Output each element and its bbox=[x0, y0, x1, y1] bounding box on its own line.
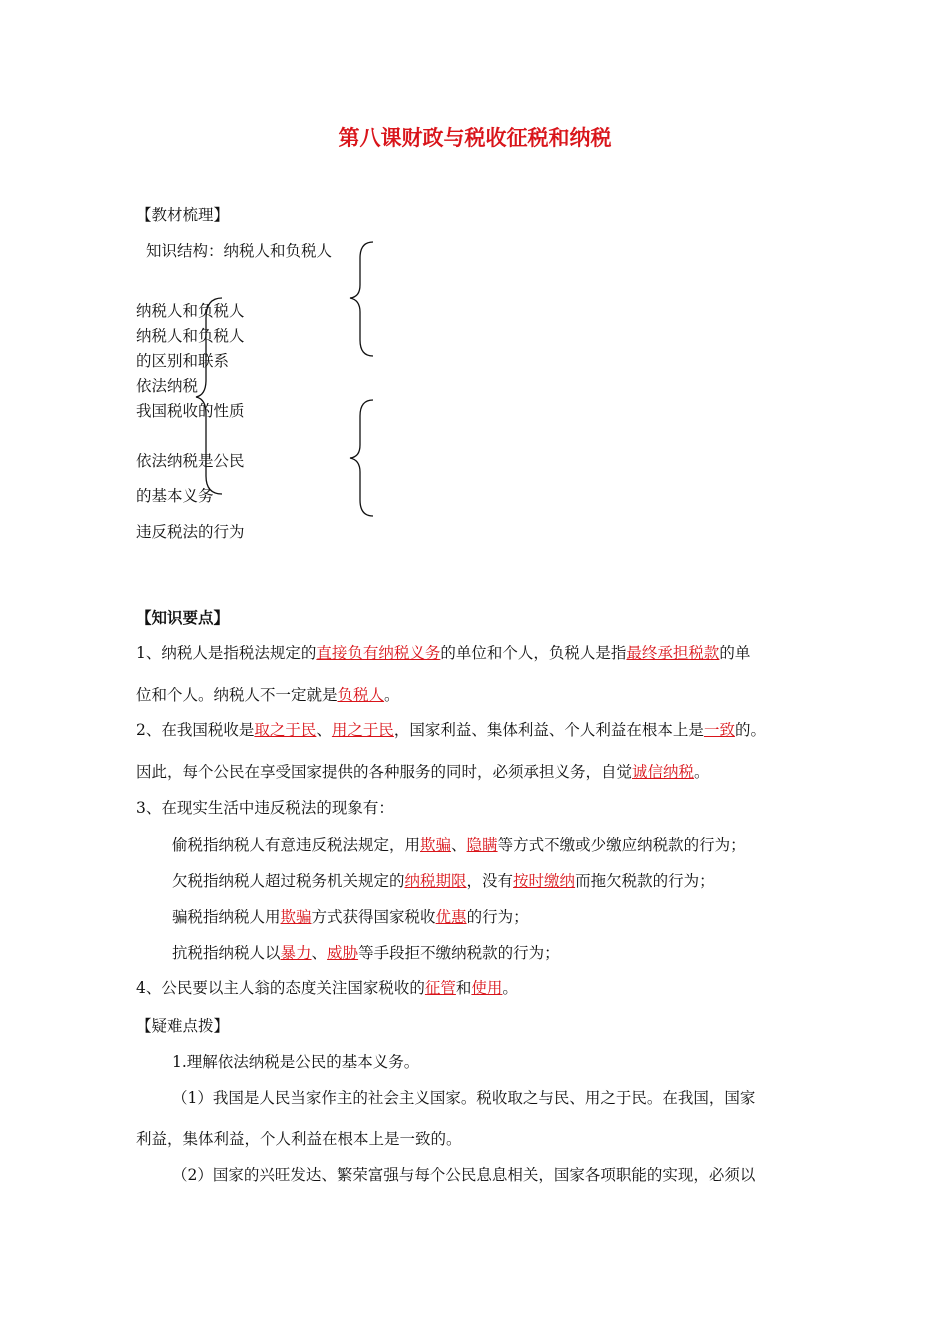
page-title: 第八课财政与税收征税和纳税 bbox=[338, 125, 612, 150]
difficulty-1-a-line-2: 利益，集体利益，个人利益在根本上是一致的。 bbox=[136, 1130, 462, 1148]
point-1-line-1: 1、纳税人是指税法规定的直接负有纳税义务的单位和个人，负税人是指最终承担税款的单 bbox=[136, 644, 751, 662]
keyword: 负税人 bbox=[337, 686, 385, 704]
point-2-line-1: 2、在我国税收是取之于民、用之于民，国家利益、集体利益、个人利益在根本上是一致的。 bbox=[136, 721, 766, 739]
point-4: 4、公民要以主人翁的态度关注国家税收的征管和使用。 bbox=[136, 979, 518, 997]
difficulty-1-title: 1.理解依法纳税是公民的基本义务。 bbox=[172, 1053, 420, 1071]
point-3-tax-resistance: 抗税指纳税人以暴力、威胁等手段拒不缴纳税款的行为； bbox=[172, 944, 560, 962]
structure-item: 的基本义务 bbox=[136, 487, 214, 505]
point-3-tax-evasion: 偷税指纳税人有意违反税法规定，用欺骗、隐瞒等方式不缴或少缴应纳税款的行为； bbox=[172, 836, 746, 854]
keyword: 征管 bbox=[424, 979, 456, 997]
difficulty-1-a-line-1: （1）我国是人民当家作主的社会主义国家。税收取之与民、用之于民。在我国，国家 bbox=[172, 1089, 756, 1107]
keyword: 诚信纳税 bbox=[632, 763, 695, 781]
difficulty-1-b-line-1: （2）国家的兴旺发达、繁荣富强与每个公民息息相关，国家各项职能的实现，必须以 bbox=[172, 1166, 756, 1184]
section-heading-difficult-points: 【疑难点拨】 bbox=[136, 1017, 230, 1035]
keyword: 使用 bbox=[471, 979, 503, 997]
keyword: 欺骗 bbox=[280, 908, 312, 926]
point-1-line-2: 位和个人。纳税人不一定就是负税人。 bbox=[136, 686, 400, 704]
keyword: 用之于民 bbox=[331, 721, 394, 739]
structure-item: 依法纳税 bbox=[136, 377, 199, 395]
structure-item: 纳税人和负税人 bbox=[136, 327, 245, 345]
structure-item: 依法纳税是公民 bbox=[136, 452, 245, 470]
structure-item: 纳税人和负税人 bbox=[136, 302, 245, 320]
keyword: 取之于民 bbox=[254, 721, 317, 739]
keyword: 最终承担税款 bbox=[626, 644, 720, 662]
point-3-tax-arrears: 欠税指纳税人超过税务机关规定的纳税期限，没有按时缴纳而拖欠税款的行为； bbox=[172, 872, 715, 890]
section-heading-key-points: 【知识要点】 bbox=[136, 608, 230, 627]
point-3-heading: 3、在现实生活中违反税法的现象有： bbox=[136, 799, 394, 817]
keyword: 一致 bbox=[703, 721, 735, 739]
structure-item: 我国税收的性质 bbox=[136, 402, 245, 420]
point-2-line-2: 因此，每个公民在享受国家提供的各种服务的同时，必须承担义务，自觉诚信纳税。 bbox=[136, 763, 710, 781]
structure-brace-lower bbox=[0, 0, 950, 600]
keyword: 直接负有纳税义务 bbox=[316, 644, 441, 662]
structure-item: 违反税法的行为 bbox=[136, 523, 245, 541]
point-3-tax-fraud: 骗税指纳税人用欺骗方式获得国家税收优惠的行为； bbox=[172, 908, 529, 926]
keyword: 暴力 bbox=[280, 944, 312, 962]
keyword: 威胁 bbox=[327, 944, 359, 962]
structure-label: 知识结构：纳税人和负税人 bbox=[146, 242, 333, 260]
keyword: 优惠 bbox=[435, 908, 467, 926]
keyword: 纳税期限 bbox=[404, 872, 467, 890]
keyword: 欺骗 bbox=[420, 836, 452, 854]
keyword: 按时缴纳 bbox=[513, 872, 576, 890]
keyword: 隐瞒 bbox=[466, 836, 498, 854]
structure-item: 的区别和联系 bbox=[136, 352, 230, 370]
section-heading-textbook: 【教材梳理】 bbox=[136, 206, 230, 224]
